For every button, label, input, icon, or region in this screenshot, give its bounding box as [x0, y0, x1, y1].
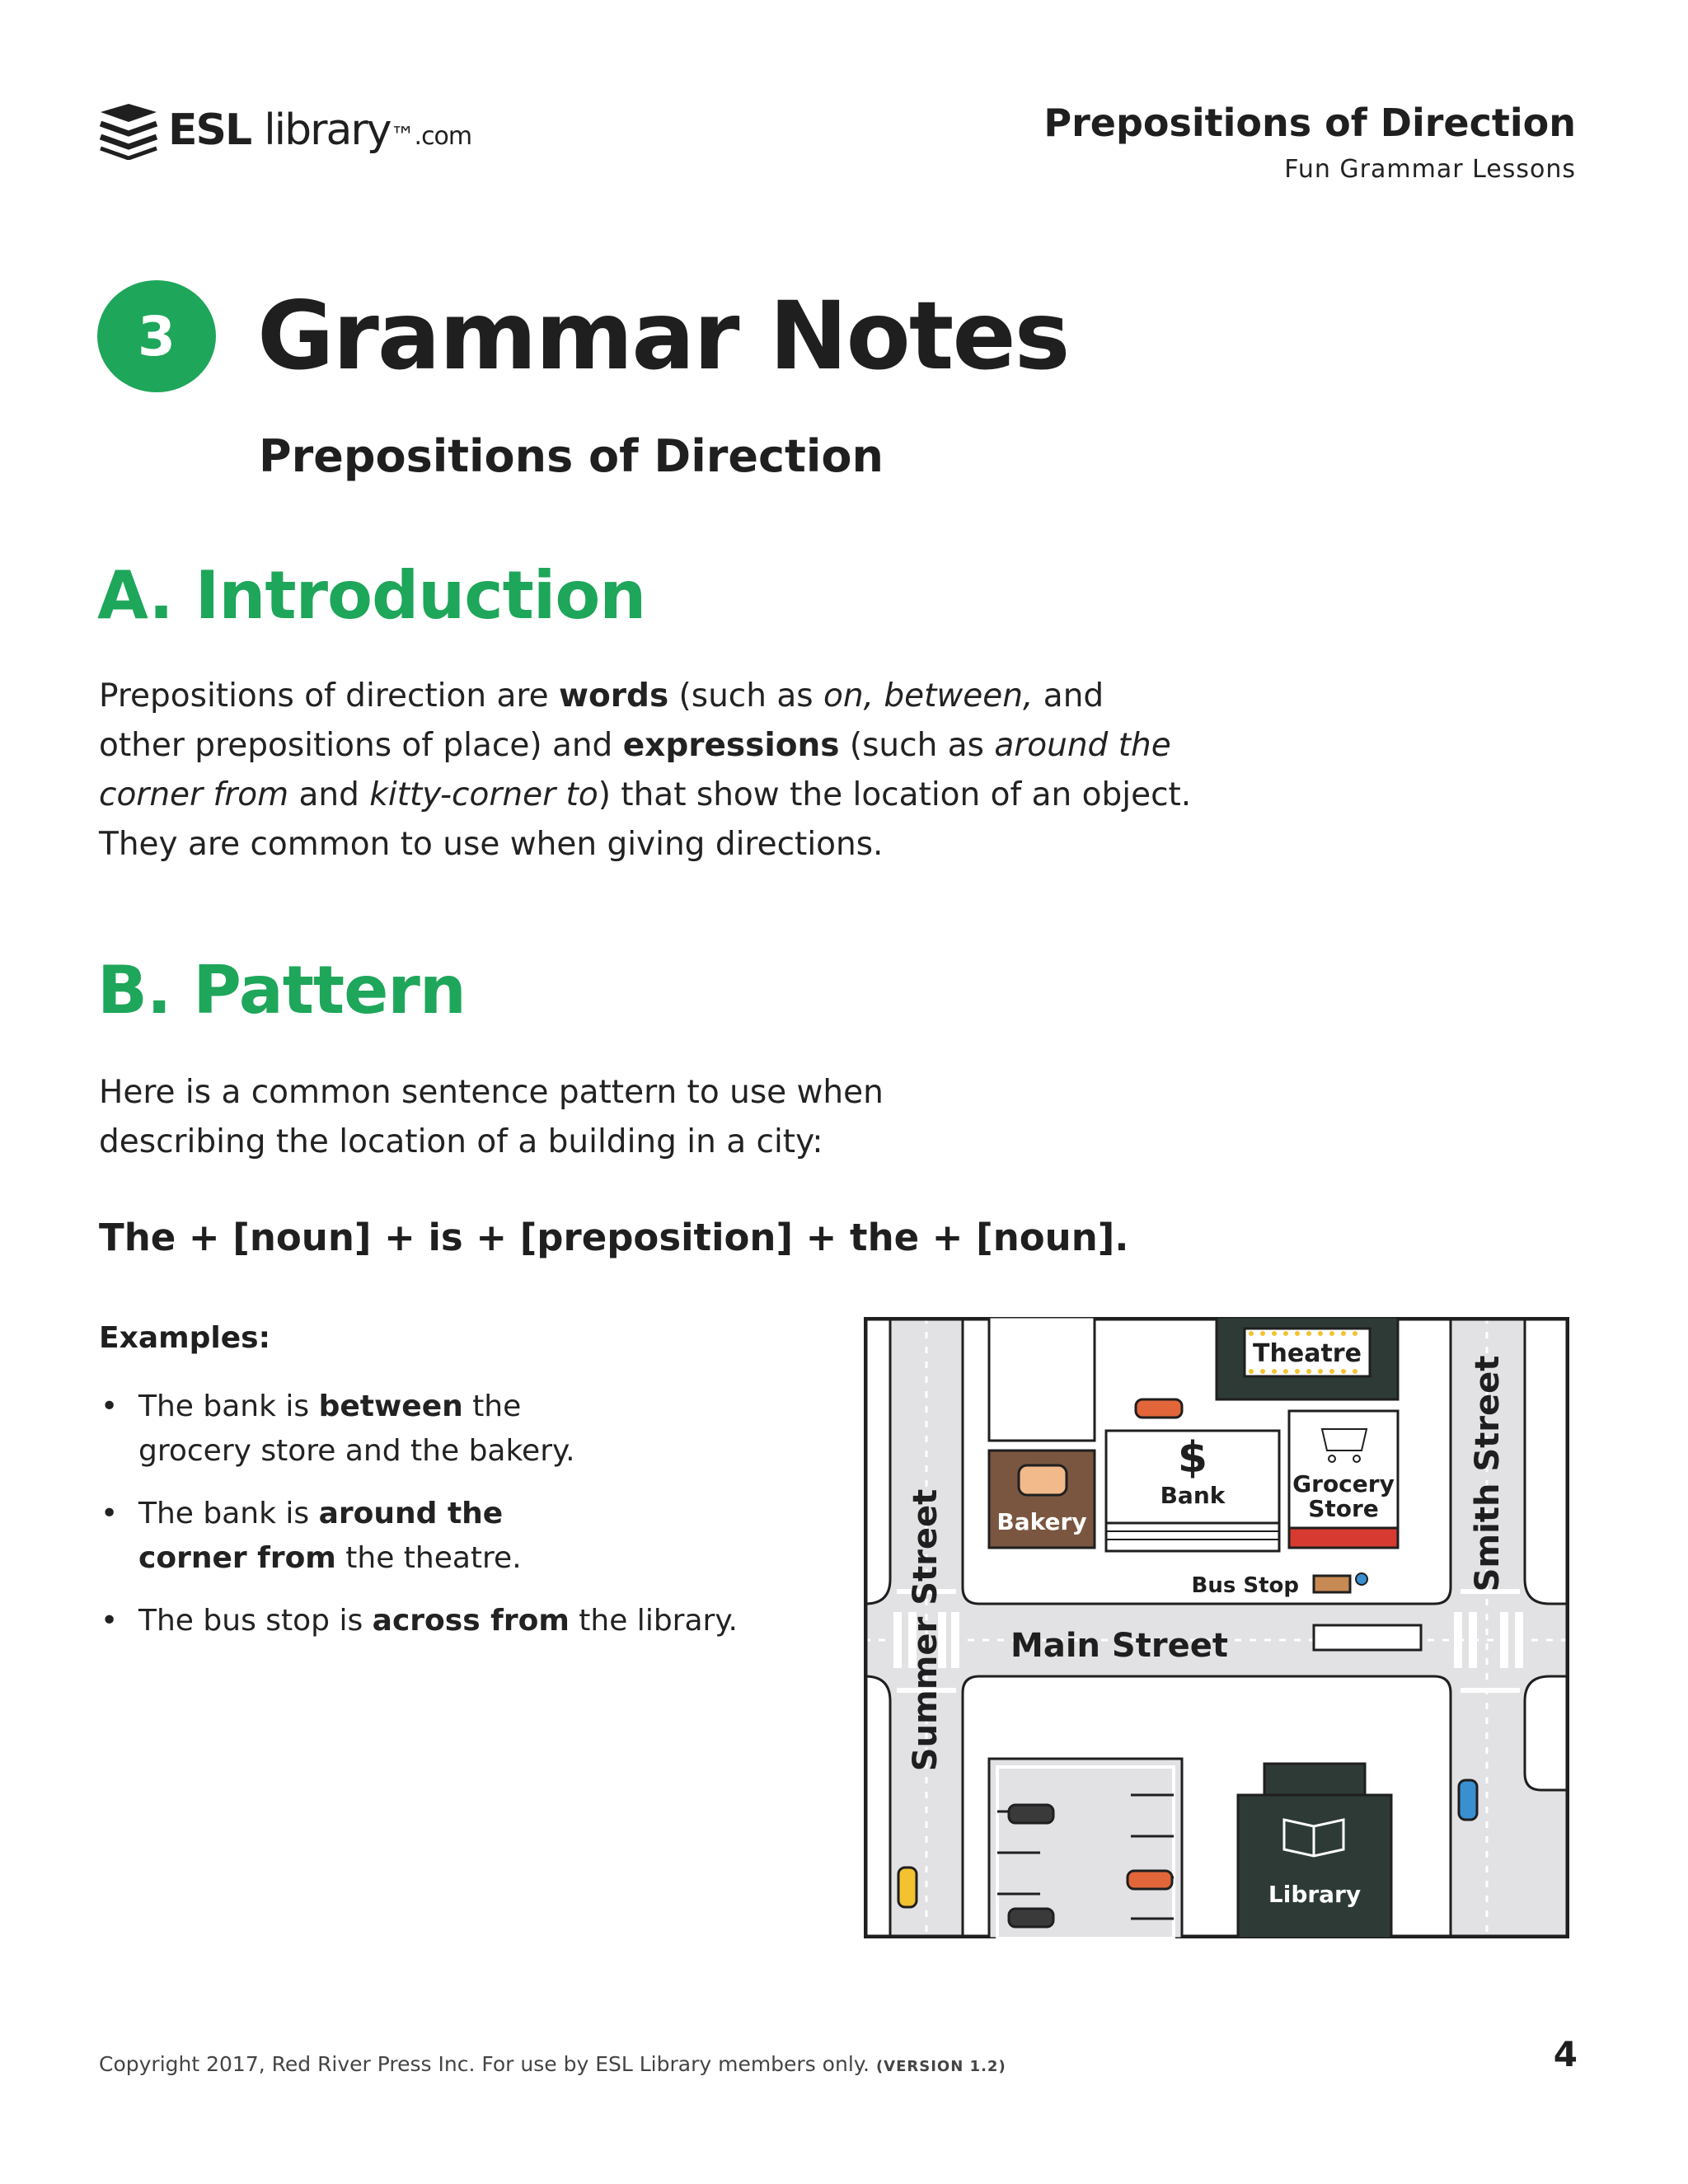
intro-heading: A. Introduction	[97, 557, 646, 634]
sentence-pattern: The + [noun] + is + [preposition] + the + [noun].	[99, 1216, 1129, 1259]
examples-label: Examples:	[99, 1321, 270, 1355]
intro-paragraph: Prepositions of direction are words (such as on, between, and other prepositions of place) and expressions (such as around the corner from and kitty-corner to) that show the location of an object. They are common to use when giving directions.	[99, 677, 1192, 863]
bank-label: Bank	[1160, 1482, 1226, 1509]
eslibrary-logo[interactable]	[97, 97, 471, 163]
book-stack-icon	[97, 101, 160, 160]
grocery-label-line2: Store	[1308, 1495, 1379, 1522]
car-icon	[1136, 1399, 1182, 1418]
theatre-label: Theatre	[1253, 1339, 1362, 1368]
pattern-heading: B. Pattern	[97, 952, 466, 1029]
list-item: • The bank is around the corner from the theatre.	[99, 1492, 600, 1581]
city-map-illustration	[864, 1317, 1569, 1938]
section-number-badge: 3	[97, 280, 216, 392]
page-subtitle: Prepositions of Direction	[259, 430, 884, 482]
bus-icon	[1314, 1625, 1421, 1650]
summer-street-label: Summer Street	[907, 1488, 945, 1772]
bread-icon	[1019, 1465, 1067, 1495]
page-number: 4	[1553, 2034, 1578, 2074]
examples-list	[99, 1385, 775, 1661]
page-title: Grammar Notes	[257, 281, 1069, 391]
pattern-paragraph: Here is a common sentence pattern to use when describing the location of a building in a city:	[99, 1074, 884, 1160]
list-item: • The bank is between the grocery store and the bakery.	[99, 1385, 600, 1474]
list-item: • The bus stop is across from the library.	[99, 1599, 798, 1643]
bus-stop-label: Bus Stop	[1191, 1573, 1299, 1598]
bench-icon	[1314, 1576, 1350, 1592]
copyright-notice: Copyright 2017, Red River Press Inc. For use by ESL Library members only. (VERSION 1.2)	[99, 2052, 1006, 2076]
smith-street-label: Smith Street	[1469, 1355, 1507, 1592]
logo-wordmark: ESL library™.com	[168, 105, 472, 155]
grocery-label-line1: Grocery	[1292, 1470, 1395, 1497]
main-street-label: Main Street	[1010, 1627, 1228, 1665]
bakery-label: Bakery	[996, 1508, 1087, 1535]
document-subtitle: Fun Grammar Lessons	[1284, 155, 1576, 184]
library-label: Library	[1268, 1881, 1362, 1908]
dollar-icon: $	[1177, 1433, 1208, 1483]
document-title: Prepositions of Direction	[1043, 101, 1576, 145]
